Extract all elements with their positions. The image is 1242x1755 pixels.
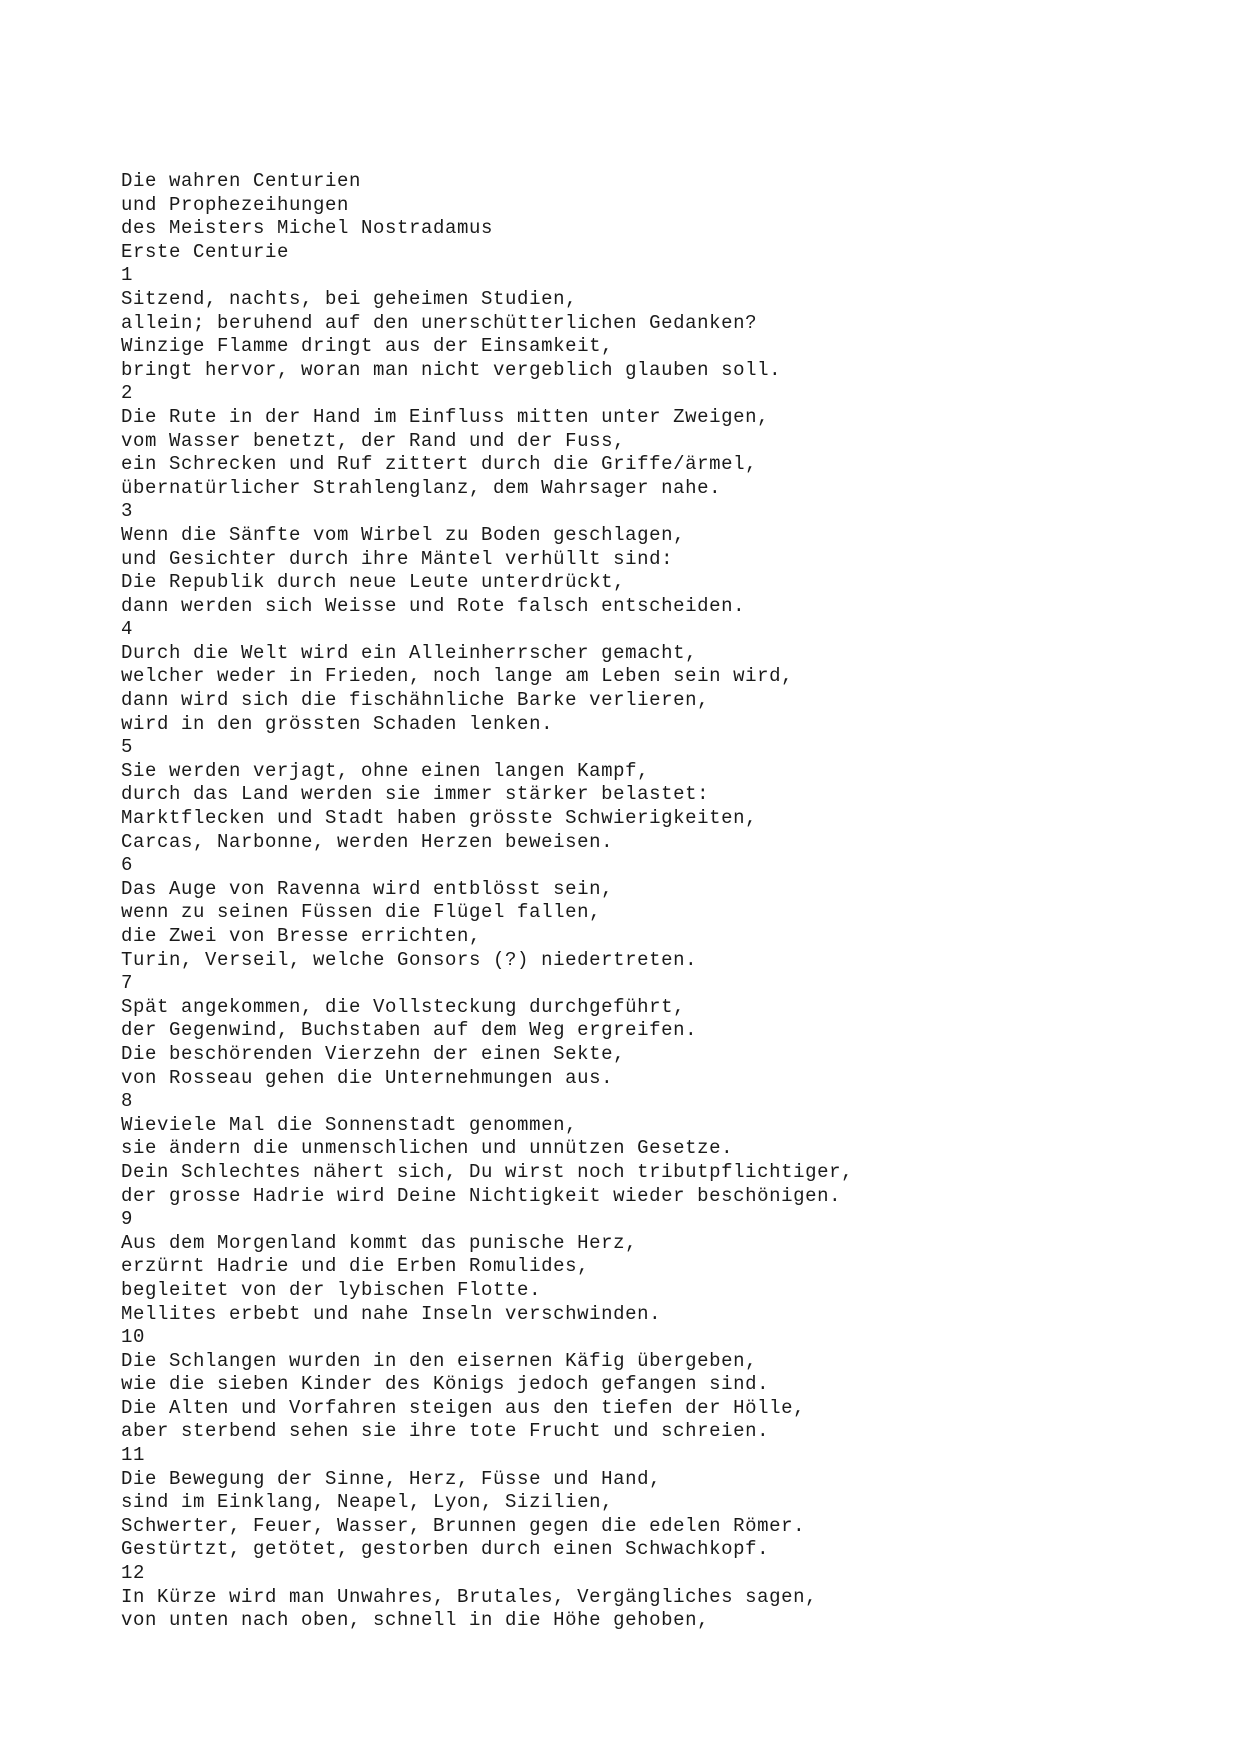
- text-line: Die beschörenden Vierzehn der einen Sekte,: [121, 1042, 626, 1065]
- text-line: Turin, Verseil, welche Gonsors (?) niedertreten.: [121, 948, 698, 971]
- quatrain-number: 11: [121, 1444, 146, 1467]
- text-line: Dein Schlechtes nähert sich, Du wirst noch tributpflichtiger,: [121, 1160, 854, 1183]
- text-line: allein; beruhend auf den unerschütterlichen Gedanken?: [121, 311, 758, 334]
- text-line: durch das Land werden sie immer stärker belastet:: [121, 783, 710, 806]
- text-line: Sie werden verjagt, ohne einen langen Kampf,: [121, 759, 650, 782]
- text-line: Die Bewegung der Sinne, Herz, Füsse und Hand,: [121, 1467, 662, 1490]
- document-text: [121, 170, 1181, 1633]
- text-line: aber sterbend sehen sie ihre tote Frucht und schreien.: [121, 1420, 770, 1443]
- text-line: die Zwei von Bresse errichten,: [121, 925, 482, 947]
- quatrain-number: 7: [121, 972, 134, 995]
- text-line: Das Auge von Ravenna wird entblösst sein,: [121, 877, 614, 900]
- text-line: wird in den grössten Schaden lenken.: [121, 712, 554, 735]
- text-line: sind im Einklang, Neapel, Lyon, Sizilien,: [121, 1491, 614, 1514]
- quatrain-number: 12: [121, 1562, 146, 1585]
- text-line: und Prophezeihungen: [121, 193, 350, 216]
- text-line: sie ändern die unmenschlichen und unnützen Gesetze.: [121, 1137, 734, 1160]
- text-line: welcher weder in Frieden, noch lange am Leben sein wird,: [121, 665, 794, 688]
- quatrain-number: 4: [121, 618, 134, 641]
- text-line: Wieviele Mal die Sonnenstadt genommen,: [121, 1113, 578, 1136]
- text-line: Carcas, Narbonne, werden Herzen beweisen.: [121, 830, 614, 853]
- text-line: bringt hervor, woran man nicht vergeblich glauben soll.: [121, 358, 782, 381]
- text-line: der Gegenwind, Buchstaben auf dem Weg ergreifen.: [121, 1019, 698, 1042]
- text-line: Die Alten und Vorfahren steigen aus den tiefen der Hölle,: [121, 1396, 806, 1419]
- text-line: Wenn die Sänfte vom Wirbel zu Boden geschlagen,: [121, 523, 686, 546]
- quatrain-number: 5: [121, 736, 134, 759]
- quatrain-number: 3: [121, 500, 134, 523]
- text-line: Winzige Flamme dringt aus der Einsamkeit,: [121, 335, 614, 358]
- text-line: Erste Centurie: [121, 240, 290, 263]
- text-line: wie die sieben Kinder des Königs jedoch gefangen sind.: [121, 1373, 770, 1396]
- text-line: Die Republik durch neue Leute unterdrückt,: [121, 571, 626, 594]
- text-line: Mellites erbebt und nahe Inseln verschwinden.: [121, 1302, 662, 1325]
- text-line: Schwerter, Feuer, Wasser, Brunnen gegen die edelen Römer.: [121, 1514, 806, 1537]
- text-line: ein Schrecken und Ruf zittert durch die Griffe/ärmel,: [121, 453, 758, 476]
- quatrain-number: 10: [121, 1326, 146, 1349]
- quatrain-number: 8: [121, 1090, 134, 1113]
- text-line: übernatürlicher Strahlenglanz, dem Wahrsager nahe.: [121, 476, 722, 499]
- text-line: Durch die Welt wird ein Alleinherrscher gemacht,: [121, 641, 698, 664]
- text-line: und Gesichter durch ihre Mäntel verhüllt sind:: [121, 547, 674, 570]
- text-line: Die Schlangen wurden in den eisernen Käfig übergeben,: [121, 1349, 758, 1372]
- text-line: Gestürtzt, getötet, gestorben durch einen Schwachkopf.: [121, 1538, 770, 1561]
- text-line: erzürnt Hadrie und die Erben Romulides,: [121, 1255, 590, 1278]
- quatrain-number: 9: [121, 1208, 134, 1231]
- text-line: von Rosseau gehen die Unternehmungen aus.: [121, 1066, 614, 1089]
- quatrain-number: 2: [121, 382, 134, 405]
- text-line: wenn zu seinen Füssen die Flügel fallen,: [121, 901, 602, 924]
- text-line: begleitet von der lybischen Flotte.: [121, 1278, 542, 1301]
- text-line: von unten nach oben, schnell in die Höhe gehoben,: [121, 1609, 710, 1632]
- text-line: Sitzend, nachts, bei geheimen Studien,: [121, 287, 578, 310]
- text-line: der grosse Hadrie wird Deine Nichtigkeit wieder beschönigen.: [121, 1184, 842, 1207]
- quatrain-number: 1: [121, 264, 134, 287]
- text-line: dann werden sich Weisse und Rote falsch entscheiden.: [121, 594, 746, 617]
- text-line: des Meisters Michel Nostradamus: [121, 217, 494, 240]
- text-line: Aus dem Morgenland kommt das punische Herz,: [121, 1231, 638, 1254]
- text-line: Marktflecken und Stadt haben grösste Schwierigkeiten,: [121, 807, 758, 830]
- text-line: Die wahren Centurien: [121, 170, 362, 192]
- quatrain-number: 6: [121, 854, 134, 877]
- text-line: Spät angekommen, die Vollsteckung durchgeführt,: [121, 995, 686, 1018]
- text-line: Die Rute in der Hand im Einfluss mitten unter Zweigen,: [121, 405, 770, 428]
- text-line: In Kürze wird man Unwahres, Brutales, Vergängliches sagen,: [121, 1585, 818, 1608]
- text-line: dann wird sich die fischähnliche Barke verlieren,: [121, 689, 710, 712]
- text-line: vom Wasser benetzt, der Rand und der Fuss,: [121, 429, 626, 452]
